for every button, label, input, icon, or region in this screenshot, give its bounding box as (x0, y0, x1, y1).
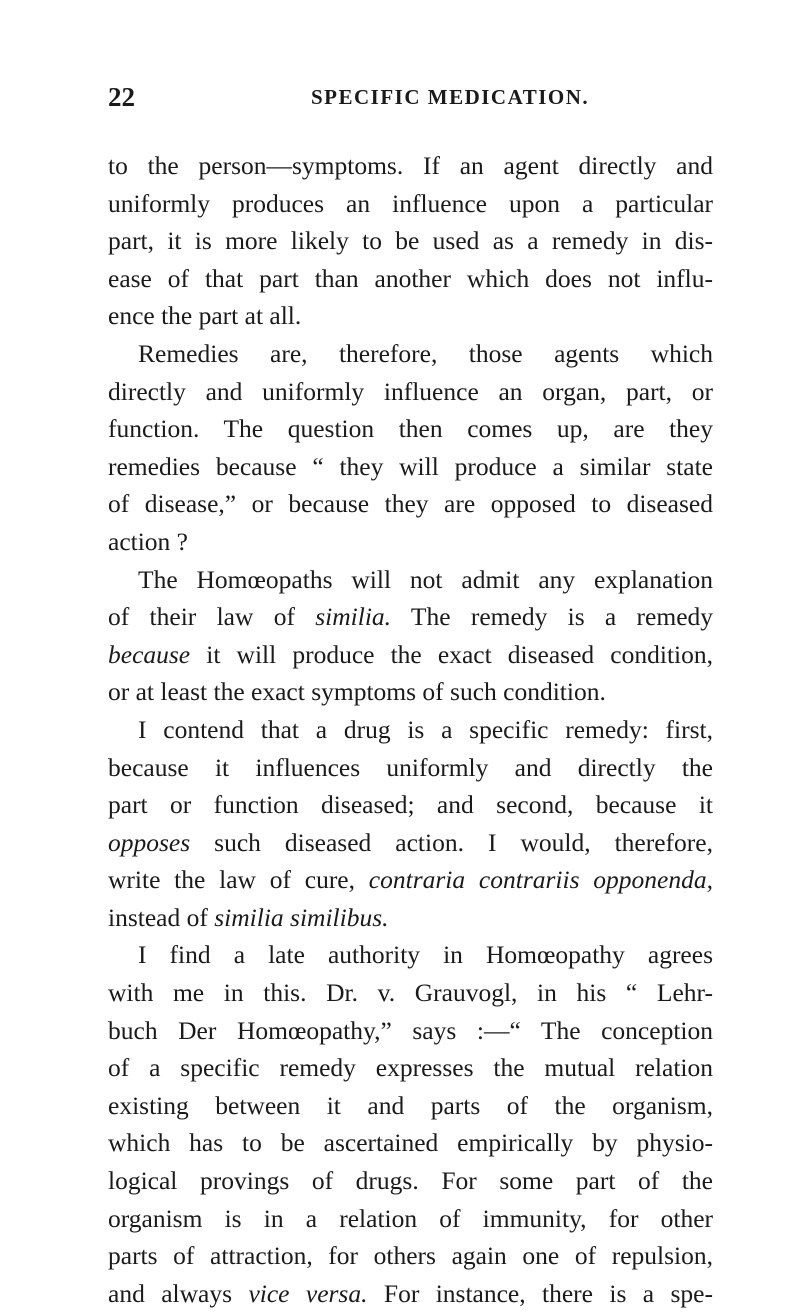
text-line (108, 260, 713, 298)
italic-text: similia similibus. (214, 902, 389, 932)
text-run: part or function diseased; and second, because it (108, 790, 713, 820)
text-line (108, 561, 713, 599)
text-run: directly and uniformly influence an organ, part, or (108, 376, 713, 406)
text-run: buch Der Homœopathy,” says :—“ The conception (108, 1015, 713, 1045)
text-run: of disease,” or because they are opposed to diseased (108, 489, 713, 519)
text-run: with me in this. Dr. v. Grauvogl, in his “ Lehr- (108, 978, 713, 1008)
text-run: For instance, there is a spe- (367, 1278, 713, 1308)
text-line (108, 1124, 713, 1162)
text-line (108, 711, 713, 749)
italic-text: contraria contrariis opponenda, (368, 865, 713, 895)
text-run: or at least the exact symptoms of such condition. (108, 677, 606, 707)
text-line (108, 824, 713, 862)
running-head: SPECIFIC MEDICATION. (311, 85, 590, 109)
text-run: it will produce the exact diseased condition, (190, 639, 713, 669)
text-line (108, 523, 713, 561)
body-text (108, 147, 713, 1312)
text-run: I find a late authority in Homœopathy agrees (138, 940, 713, 970)
text-line (108, 1275, 713, 1312)
text-run: and always (108, 1278, 249, 1308)
italic-text: similia. (315, 602, 392, 632)
text-line (108, 636, 713, 674)
text-line (108, 786, 713, 824)
text-run: part, it is more likely to be used as a remedy in dis- (108, 226, 713, 256)
text-line (108, 410, 713, 448)
text-run: action ? (108, 526, 188, 556)
text-line (108, 861, 713, 899)
text-line (108, 1200, 713, 1238)
text-run: The Homœopaths will not admit any explanation (138, 564, 713, 594)
text-run: ease of that part than another which does not influ- (108, 263, 713, 293)
text-line (108, 373, 713, 411)
text-run: organism is in a relation of immunity, for other (108, 1203, 713, 1233)
text-line (108, 147, 713, 185)
text-run: logical provings of drugs. For some part of the (108, 1166, 713, 1196)
text-line (108, 485, 713, 523)
text-line (108, 749, 713, 787)
text-run: of their law of (108, 602, 316, 632)
text-line (108, 185, 713, 223)
text-run: because it influences uniformly and directly the (108, 752, 713, 782)
text-run: The remedy is a remedy (391, 602, 714, 632)
text-line (108, 899, 713, 937)
text-line (108, 335, 713, 373)
text-line (108, 673, 713, 711)
text-line (108, 598, 713, 636)
text-run: parts of attraction, for others again one of repulsion, (108, 1241, 713, 1271)
text-run: uniformly produces an influence upon a particular (108, 188, 713, 218)
text-line (108, 1087, 713, 1125)
page-header (108, 80, 713, 114)
text-run: instead of (108, 902, 215, 932)
text-line (108, 974, 713, 1012)
text-run: such diseased action. I would, therefore, (190, 827, 713, 857)
text-line (108, 1162, 713, 1200)
text-line (108, 1049, 713, 1087)
text-run: to the person—symptoms. If an agent directly and (108, 151, 713, 180)
text-line (108, 936, 713, 974)
text-line (108, 448, 713, 486)
text-run: I contend that a drug is a specific remedy: first, (138, 714, 713, 744)
text-run: function. The question then comes up, are they (108, 414, 713, 444)
page-number: 22 (108, 82, 135, 112)
text-run: write the law of cure, (108, 865, 369, 895)
text-run: of a specific remedy expresses the mutual relation (108, 1053, 713, 1083)
italic-text: opposes (108, 827, 191, 857)
text-line (108, 1237, 713, 1275)
text-line (108, 297, 713, 335)
text-run: Remedies are, therefore, those agents which (138, 338, 713, 368)
italic-text: vice versa. (248, 1278, 368, 1308)
text-run: ence the part at all. (108, 301, 302, 331)
text-line (108, 222, 713, 260)
text-run: existing between it and parts of the organism, (108, 1090, 713, 1120)
italic-text: because (108, 639, 191, 669)
text-run: which has to be ascertained empirically by physio- (108, 1128, 713, 1158)
text-run: remedies because “ they will produce a similar state (108, 451, 713, 481)
text-line (108, 1012, 713, 1050)
